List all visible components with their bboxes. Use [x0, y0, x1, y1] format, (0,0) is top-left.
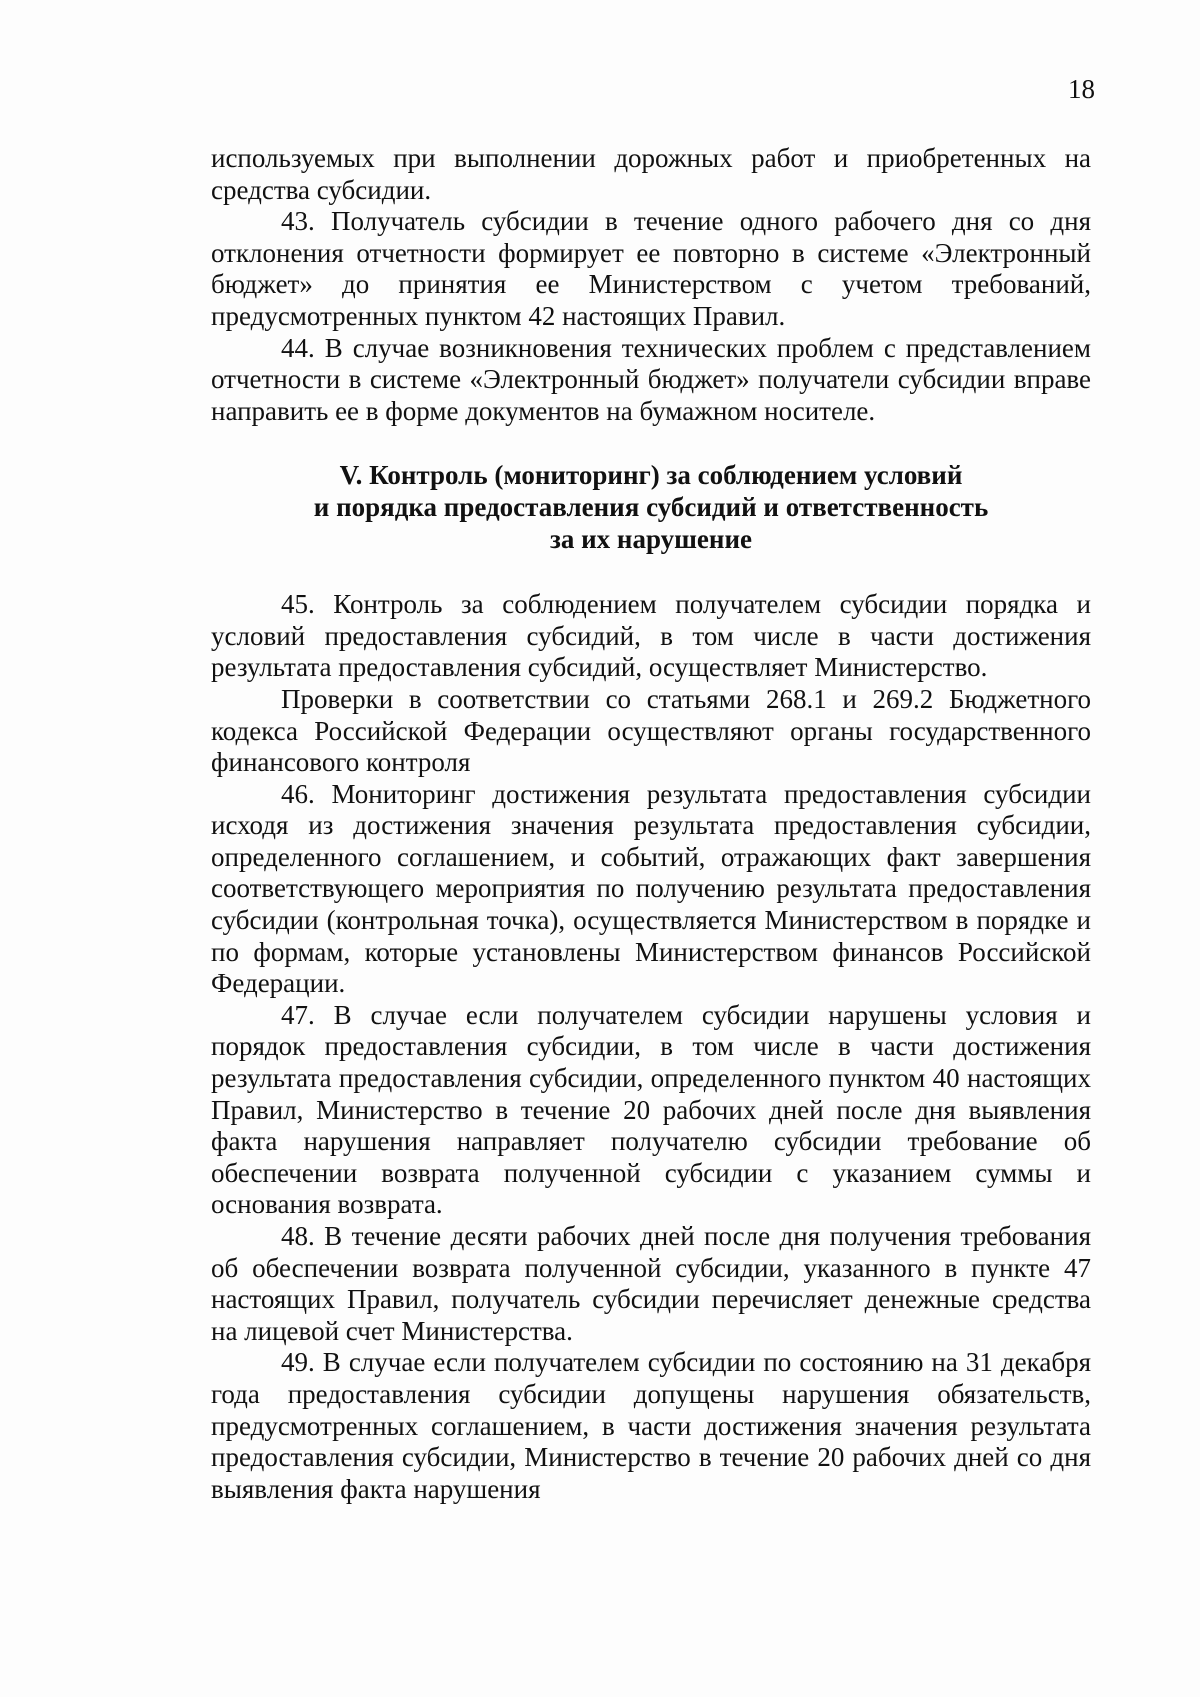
paragraph-47: 47. В случае если получателем субсидии нарушены условия и порядок предоставления субсидии, в том числе в части достижения результата предоставления субсидии, определенного пунктом 40 настоящих Правил, Министерство в течение 20 рабочих дней после дня выявления факта нарушения направляет получателю субсидии требование об обеспечении возврата полученной субсидии с указанием суммы и основания возврата. [211, 999, 1091, 1220]
paragraph-48: 48. В течение десяти рабочих дней после дня получения требования об обеспечении возврата полученной субсидии, указанного в пункте 47 настоящих Правил, получатель субсидии перечисляет денежные средства на лицевой счет Министерства. [211, 1221, 1091, 1346]
paragraph-43: 43. Получатель субсидии в течение одного рабочего дня со дня отклонения отчетности формирует ее повторно в системе «Электронный бюджет» до принятия ее Министерством с учетом требований, предусмотренных пунктом 42 настоящих Правил. [211, 206, 1091, 331]
paragraph-44: 44. В случае возникновения технических проблем с представлением отчетности в системе «Электронный бюджет» получатели субсидии вправе направить ее в форме документов на бумажном носителе. [211, 332, 1091, 426]
paragraph-45: 45. Контроль за соблюдением получателем субсидии порядка и условий предоставления субсидий, в том числе в части достижения результата предоставления субсидий, осуществляет Министерство. [211, 589, 1091, 683]
paragraph-46: 46. Мониторинг достижения результата предоставления субсидии исходя из достижения значения результата предоставления субсидии, определенного соглашением, и событий, отражающих факт завершения соответствующего мероприятия по получению результата предоставления субсидии (контрольная точка), осуществляется Министерством в порядке и по формам, которые установлены Министерством финансов Российской Федерации. [211, 778, 1091, 999]
paragraph-continuation: используемых при выполнении дорожных работ и приобретенных на средства субсидии. [211, 143, 1091, 205]
section-heading-line-3: за их нарушение [550, 523, 752, 554]
paragraph-inspections: Проверки в соответствии со статьями 268.1 и 269.2 Бюджетного кодекса Российской Федерации осуществляют органы государственного финансового контроля [211, 683, 1091, 778]
section-heading-line-2: и порядка предоставления субсидий и ответственность [313, 491, 989, 522]
section-heading-line-1: V. Контроль (мониторинг) за соблюдением условий [339, 460, 963, 491]
page-number: 18 [1068, 74, 1095, 104]
document-body [211, 143, 1091, 1505]
section-heading [211, 460, 1091, 555]
paragraph-49: 49. В случае если получателем субсидии по состоянию на 31 декабря года предоставления субсидии допущены нарушения обязательств, предусмотренных соглашением, в части достижения значения результата предоставления субсидии, Министерство в течение 20 рабочих дней со дня выявления факта нарушения [211, 1347, 1091, 1504]
